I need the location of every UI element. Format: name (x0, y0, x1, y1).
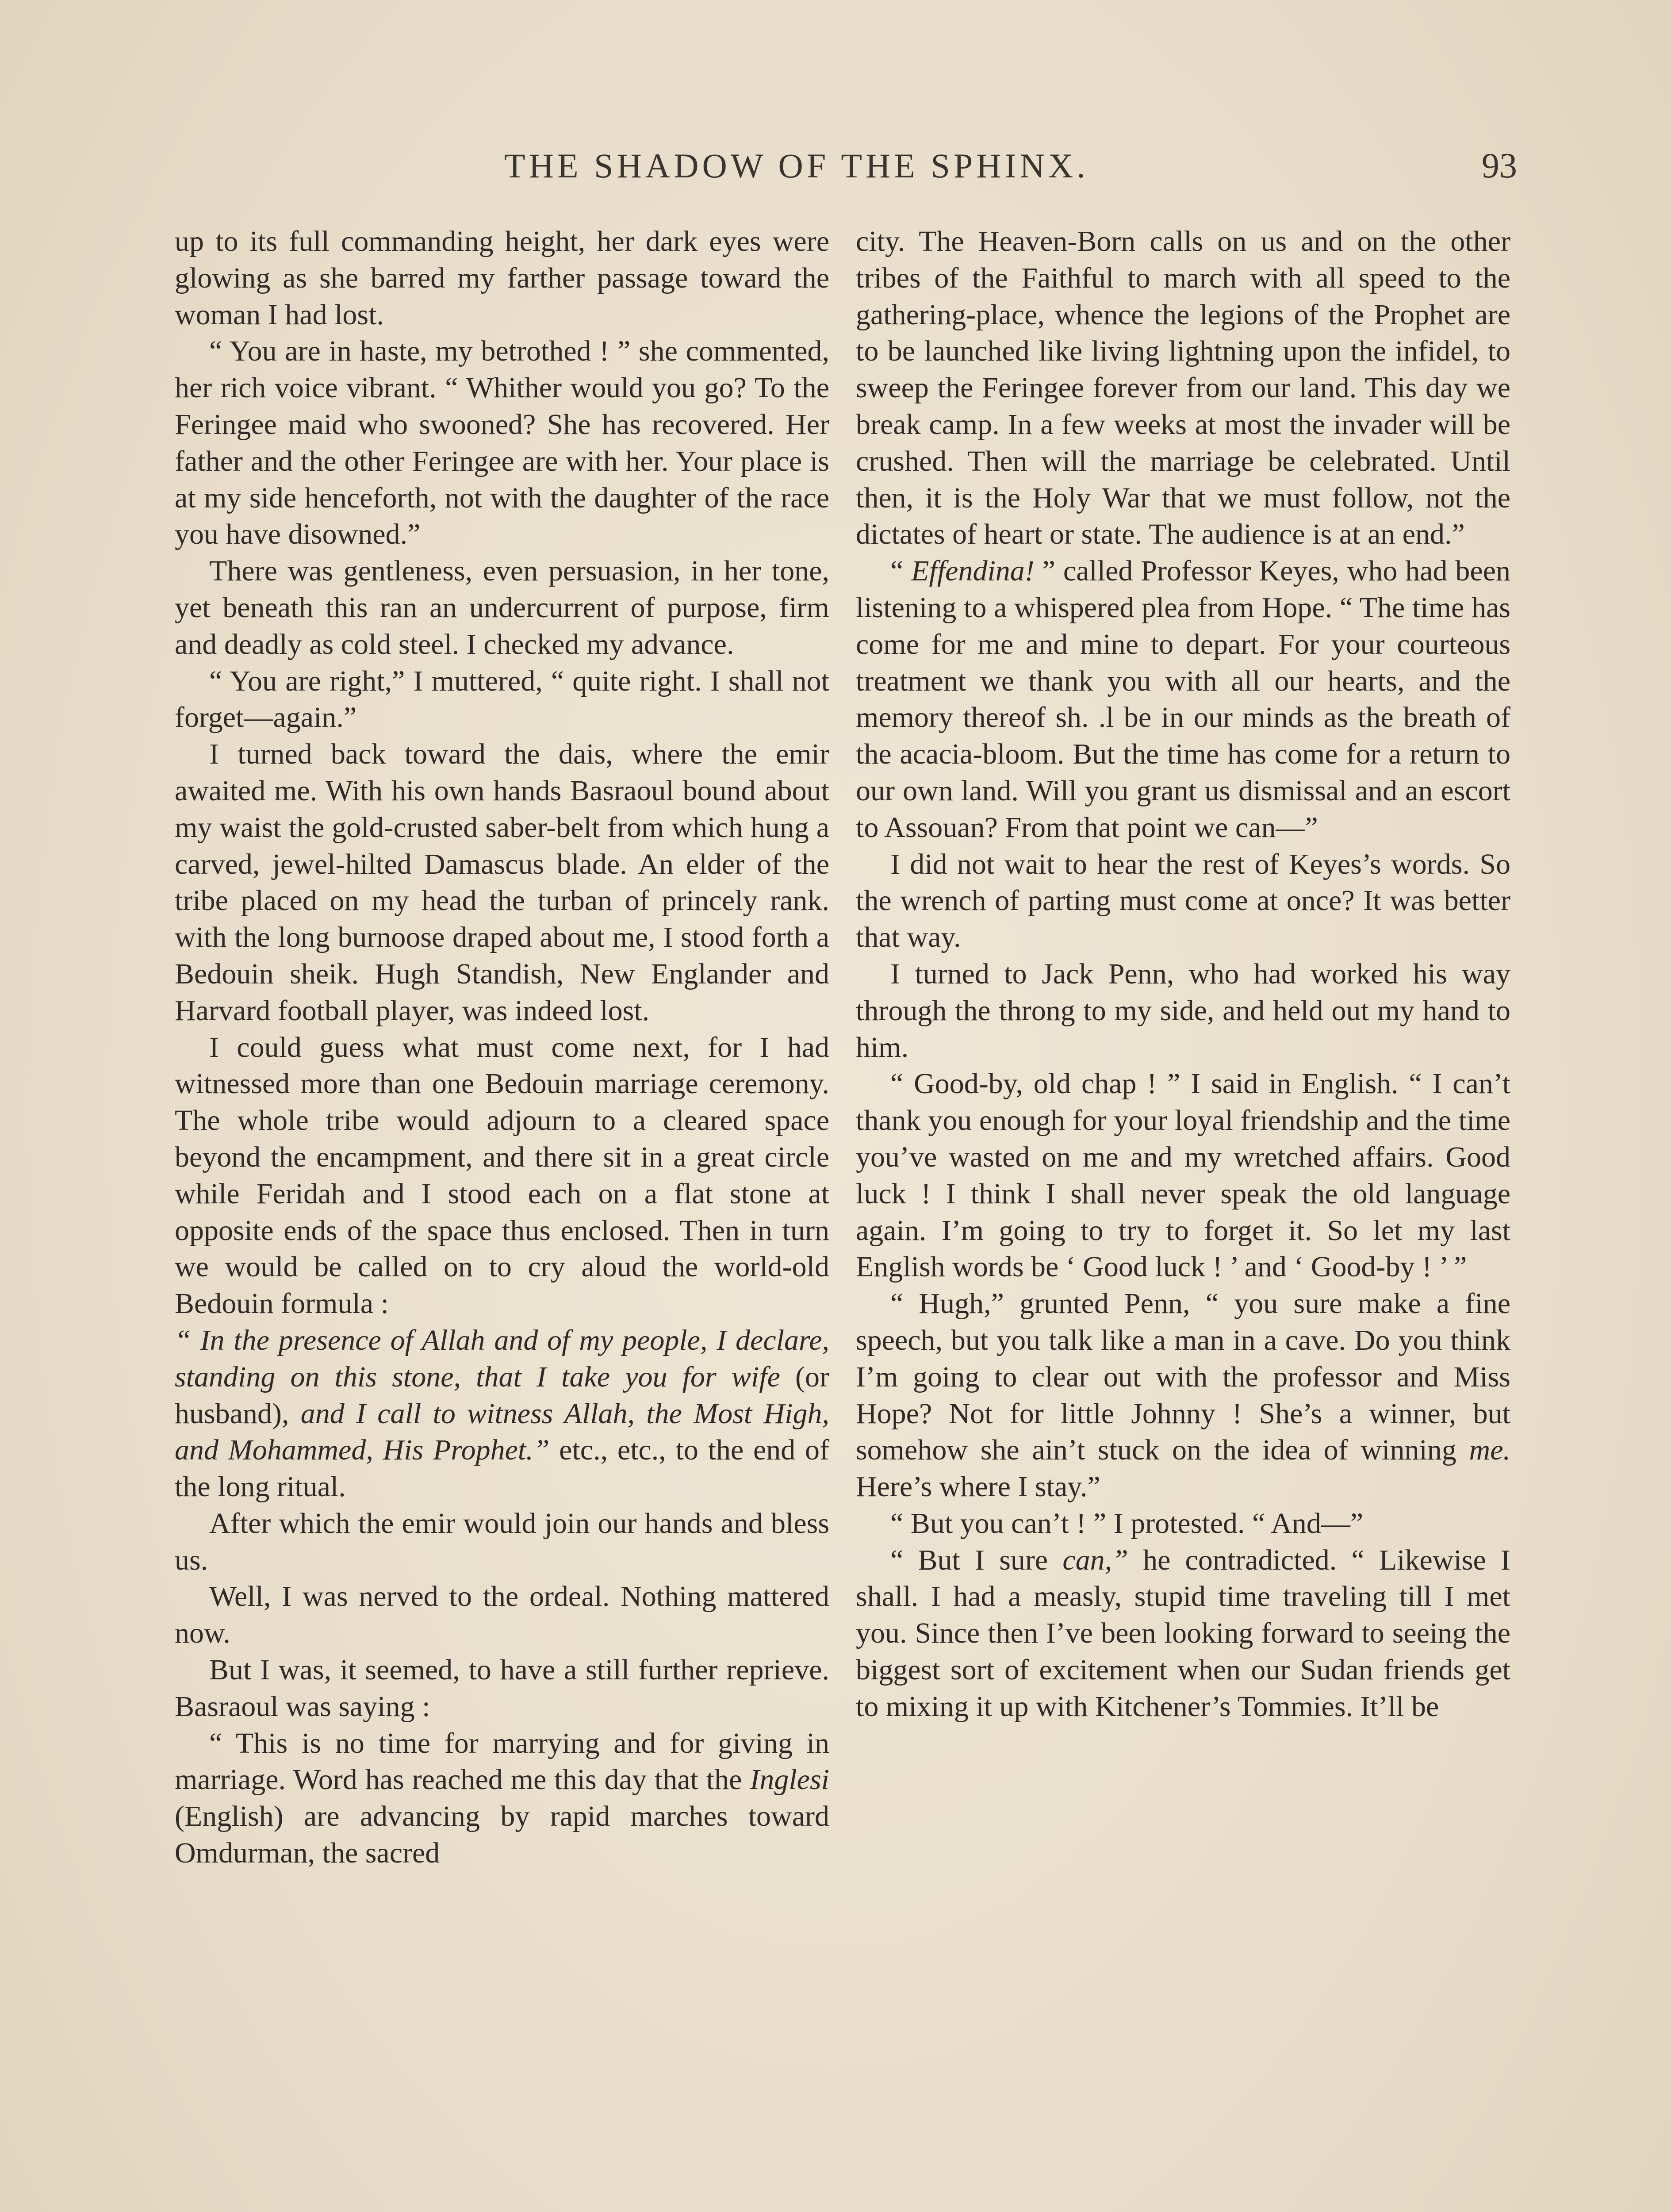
italic-text: can,” (1062, 1544, 1128, 1576)
text-run: (or husband), (175, 1360, 829, 1430)
text-run: I could guess what must come next, for I had witnessed more than one Bedouin marriage ceremony. The whole tribe would adjourn to a cleared space beyond the encampment, and there sit in a great circle while Feridah and I stood each on a flat stone at opposite ends of the space thus enclosed. Then in turn we would be called on to cry aloud the world-old Bedouin formula : (175, 1031, 829, 1320)
text-run: There was gentleness, even persuasion, in her tone, yet beneath this ran an undercurrent of purpose, firm and deadly as cold steel. I checked my advance. (175, 555, 829, 661)
page-number: 93 (1482, 146, 1517, 185)
paragraph (175, 333, 829, 553)
text-run: etc., etc., to the end of the long ritual. (175, 1434, 830, 1503)
text-run: up to its full commanding height, her dark eyes were glowing as she barred my farther passage toward the woman I had lost. (175, 225, 829, 331)
paragraph (175, 223, 829, 333)
italic-text: Effendina! (911, 555, 1035, 588)
paragraph (175, 553, 829, 663)
paragraph (856, 553, 1510, 846)
italic-text: me. (1469, 1434, 1510, 1467)
text-run: “ Good-by, old chap ! ” I said in English. “ I can’t thank you enough for your loyal friendship and the time you’ve wasted on me and my wretched affairs. Good luck ! I think I shall never speak the old language again. I’m going to try to forget it. So let my last English words be ‘ Good luck ! ’ and ‘ Good-by ! ’ ” (856, 1068, 1510, 1283)
paragraph (175, 1725, 829, 1872)
text-run: After which the emir would join our hands and bless us. (175, 1507, 829, 1576)
text-run: ” called Professor Keyes, who had been listening to a whispered plea from Hope. “ The time has come for me and mine to depart. For your courteous treatment we thank you with all our hearts, and the memory thereof sh. .l be in our minds as the breath of the acacia-bloom. But the time has come for a return to our own land. Will you grant us dismissal and an escort to Assouan? From that point we can—” (856, 555, 1510, 844)
italic-text: and I call to witness Allah, the Most High, and Mohammed, His Prophet.” (175, 1397, 829, 1467)
text-run: I did not wait to hear the rest of Keyes’s words. So the wrench of parting must come at once? It was better that way. (856, 848, 1510, 954)
text-run: “ You are right,” I muttered, “ quite right. I shall not forget—again.” (175, 664, 829, 734)
text-run: he contradicted. “ Likewise I shall. I had a measly, stupid time traveling till I met you. Since then I’ve been looking forward to seeing the biggest sort of excitement when our Sudan friends get to mixing it up with Kitchener’s Tommies. It’ll be (856, 1544, 1511, 1723)
paragraph (856, 956, 1510, 1066)
text-run: “ This is no time for marrying and for giving in marriage. Word has reached me this day that the (175, 1727, 829, 1796)
text-run: “ But I sure (890, 1544, 1063, 1576)
paragraph (175, 663, 829, 737)
paragraph (856, 1542, 1510, 1725)
text-run: “ But you can’t ! ” I protested. “ And—” (890, 1507, 1364, 1540)
italic-text: “ In the presence of Allah and of my people, I declare, standing on this stone, that I take you for wife (175, 1324, 829, 1393)
paragraph (856, 1286, 1510, 1505)
text-run: (English) are advancing by rapid marches toward Omdurman, the sacred (175, 1800, 829, 1870)
paragraph (175, 1322, 829, 1505)
italic-text: Inglesi (750, 1763, 829, 1796)
paragraph (175, 1578, 829, 1652)
paragraph (856, 1505, 1510, 1542)
text-run: city. The Heaven-Born calls on us and on the other tribes of the Faithful to march with all speed to the gathering-place, whence the legions of the Prophet are to be launched like living lightning upon the infidel, to sweep the Feringee forever from our land. This day we break camp. In a few weeks at most the invader will be crushed. Then will the marriage be celebrated. Until then, it is the Holy War that we must follow, not the dictates of heart or state. The audience is at an end.” (856, 225, 1510, 551)
paragraph (175, 1505, 829, 1579)
running-title: THE SHADOW OF THE SPHINX. (504, 146, 1089, 185)
text-run: I turned back toward the dais, where the emir awaited me. With his own hands Basraoul bound about my waist the gold-crusted saber-belt from which hung a carved, jewel-hilted Damascus blade. An elder of the tribe placed on my head the turban of princely rank. with the long burnoose draped about me, I stood forth a Bedouin sheik. Hugh Standish, New Englander and Harvard football player, was indeed lost. (175, 738, 829, 1027)
paragraph (856, 223, 1510, 553)
text-run: Here’s where I stay.” (856, 1471, 1100, 1503)
page-header (168, 146, 1517, 195)
paragraph (856, 846, 1510, 956)
text-run: “ (890, 555, 912, 588)
left-text-column (175, 223, 829, 1872)
text-run: “ You are in haste, my betrothed ! ” she commented, her rich voice vibrant. “ Whither would you go? To the Feringee maid who swooned? She has recovered. Her father and the other Feringee are with her. Your place is at my side henceforth, not with the daughter of the race you have disowned.” (175, 335, 829, 551)
paragraph (856, 1066, 1510, 1286)
paragraph (175, 736, 829, 1029)
text-run: “ Hugh,” grunted Penn, “ you sure make a fine speech, but you talk like a man in a cave. Do you think I’m going to clear out with the professor and Miss Hope? Not for little Johnny ! She’s a winner, but somehow she ain’t stuck on the idea of winning (856, 1287, 1510, 1467)
text-run: I turned to Jack Penn, who had worked his way through the throng to my side, and held out my hand to him. (856, 957, 1510, 1064)
text-run: Well, I was nerved to the ordeal. Nothing mattered now. (175, 1580, 829, 1650)
text-run: But I was, it seemed, to have a still further reprieve. Basraoul was saying : (175, 1654, 829, 1723)
paragraph (175, 1652, 829, 1725)
paragraph (175, 1029, 829, 1322)
right-text-column (856, 223, 1510, 1725)
